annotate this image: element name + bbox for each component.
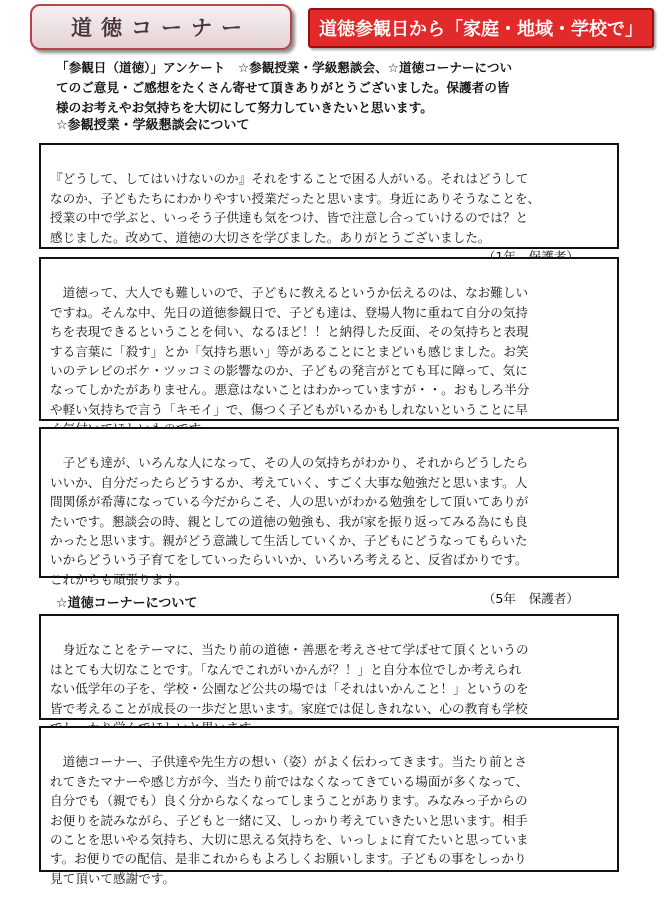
comment-text: 道徳って、大人でも難しいので、子どもに教えるというか伝えるのは、なお難しい ですね。そんな中、先日の道徳参観日で、子ども達は、登場人物に重ねて自分の気持 ちを表現できるということを伺い、なるほど！！と納得した反面、その気持ちと表現 する言葉に「殺す」とか「気持ち悪い」等があることにとまどいも感じました。お笑 いのテレビのボケ・ツッコミの影響なのか、子どもの発言がとても耳に障って、気に なってしかたがありません。悪意はないことはわかっていますが・・。おもしろ半分 や軽い気持ちで言う「キモイ」で、傷つく子どもがいるかもしれないということに早 [50,285,530,417]
section-heading-corner: ☆道徳コーナーについて [56,596,198,611]
comment-text: 子ども達が、いろんな人になって、その人の気持ちがわかり、それからどうしたら いいか、自分だったらどうするか、考えていく、すごく大事な勉強だと思います。人 間関係が希薄になっている今だからこそ、人の思いがわかる勉強をして頂いてありが たいです。懇談会の時、親としての道徳の勉強も、我が家を振り返ってみる為にも良 かったと思います。親がどう意識して生活していくか、子どもにどうなってもらいた いからどういう子育てをしていったらいいか、いろいろ考えると、反省ばかりです。 これからも頑張ります。 [50,455,529,587]
theme-banner: 道徳参観日から「家庭・地域・学校で」 [308,8,654,48]
comment-box-grade3 [39,257,619,421]
comment-text: 『どうして、してはいけないのか』それをすることで困る人がいる。それはどうして なのか、子どもたちにわかりやすい授業だったと思います。身近にありそうなことを、 授業の中で学ぶと、いっそう子供達も気をつけ、皆で注意し合っていけるのでは？と 感じました。改めて、道徳の大切さを学びました。ありがとうございました。 [50,171,541,245]
comment-box-corner-2 [39,726,619,886]
comment-signature: （5年 保護者） [482,591,579,607]
section-heading-lesson: ☆参観授業・学級懇談会について [56,118,250,133]
corner-title-badge [30,4,292,50]
comment-box-corner-1 [39,614,619,720]
comment-box-grade1 [39,143,619,249]
comment-text: 身近なことをテーマに、当たり前の道徳・善悪を考えさせて学ばせて頂くというの はとても大切なことです。「なんでこれがいかんが？！」と自分本位でしか考えられ ない低学年の子を、学校・公園など公共の場では「それはいかんこと！」というのを 皆で考えることが成長の一歩だと思います。家庭では促しきれない、心の教育も学校 [50,642,529,716]
intro-paragraph: 「参観日（道徳）」アンケート ☆参観授業・学級懇談会、☆道徳コーナーについ てのご意見・ご感想をたくさん寄せて頂きありがとうございました。保護者の皆 様のお考えやお気持ちを大切にして努力していきたいと思います。 [56,60,513,115]
corner-title: 道徳コーナー [71,15,251,40]
comment-text: 道徳コーナー、子供達や先生方の想い（姿）がよく伝わってきます。当たり前とさ れてきたマナーや感じ方が今、当たり前ではなくなってきている場面が多くなって、 自分でも（親でも）良く分からなくなってしまうことがあります。みなみっ子からの お便りを読みながら、子どもと一緒に又、しっかり考えていきたいと思います。相手 のことを思いやる気持ち、大切に思える気持ちを、いっしょに育てたいと思っていま す。お便りでの配信、是非これからもよろしくお願いします。子どもの事をしっかり 見て頂いて感謝です。 [50,754,529,886]
